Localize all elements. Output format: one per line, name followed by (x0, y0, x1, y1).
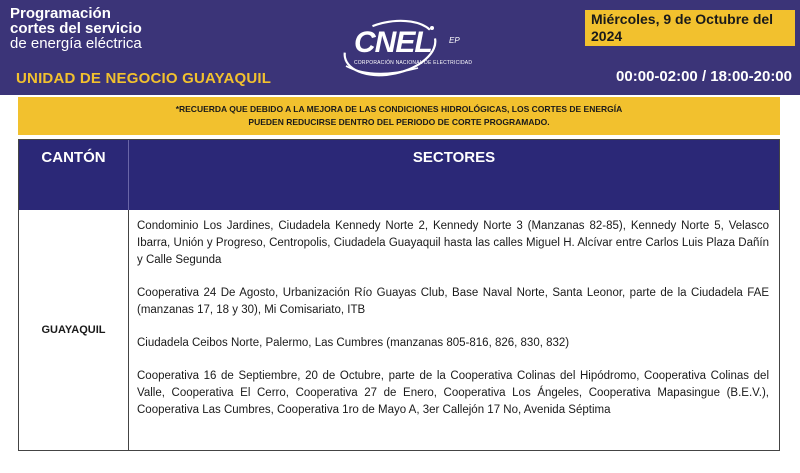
title-line-1: Programación (10, 5, 111, 22)
sector-group: Condominio Los Jardines, Ciudadela Kennedy Norte 2, Kennedy Norte 3 (Manzanas 82-85), Kennedy Norte 5, Velasco Ibarra, Unión y Progreso, Centropolis, Ciudadela Guayaquil hasta las calles Miguel H. Alcívar entre Carlos Luis Plaza Dañín y Calle Segunda (137, 220, 769, 266)
date-badge: Miércoles, 9 de Octubre del 2024 (585, 10, 795, 46)
logo-brand-text: CNEL (354, 26, 432, 59)
cnel-logo (332, 14, 482, 80)
sectors-cell (137, 218, 769, 435)
column-header-sectors: SECTORES (412, 149, 496, 166)
title-line-3: de energía eléctrica (10, 35, 142, 52)
header-banner (0, 0, 800, 95)
notice-banner (18, 97, 780, 135)
outage-table (18, 139, 780, 451)
canton-cell: GUAYAQUIL (19, 210, 129, 450)
program-title (10, 6, 142, 51)
notice-line-2: PUEDEN REDUCIRSE DENTRO DEL PERIODO DE CORTE PROGRAMADO. (248, 117, 550, 127)
title-line-2: cortes del servicio (10, 20, 142, 37)
time-range-label: 00:00-02:00 / 18:00-20:00 (616, 68, 792, 85)
table-header (19, 140, 779, 210)
column-header-canton: CANTÓN (19, 140, 129, 210)
logo-subtitle-text: CORPORACIÓN NACIONAL DE ELECTRICIDAD (354, 60, 473, 66)
sector-group: Ciudadela Ceibos Norte, Palermo, Las Cumbres (manzanas 805-816, 826, 830, 832) (137, 337, 570, 349)
business-unit-label: UNIDAD DE NEGOCIO GUAYAQUIL (16, 70, 272, 87)
sector-group: Cooperativa 24 De Agosto, Urbanización Río Guayas Club, Base Naval Norte, Santa Leonor, parte de la Ciudadela FAE (manzanas 17, 18 y 30), Mi Comisariato, ITB (137, 287, 769, 316)
sector-group: Cooperativa 16 de Septiembre, 20 de Octubre, parte de la Cooperativa Colinas del Hipódromo, Cooperativa Colinas del Valle, Cooperativa El Cerro, Cooperativa 27 de Enero, Cooperativa Los Ángeles, Cooperativa Mapasingue (B.E.V.), Cooperativa Las Cumbres, Cooperativa 1ro de Mayo A, 3er Callejón 17 No, Avenida Séptima (137, 370, 769, 416)
notice-line-1: *RECUERDA QUE DEBIDO A LA MEJORA DE LAS CONDICIONES HIDROLÓGICAS, LOS CORTES DE ENERGÍA (175, 104, 623, 114)
logo-suffix-text: EP (449, 36, 460, 45)
